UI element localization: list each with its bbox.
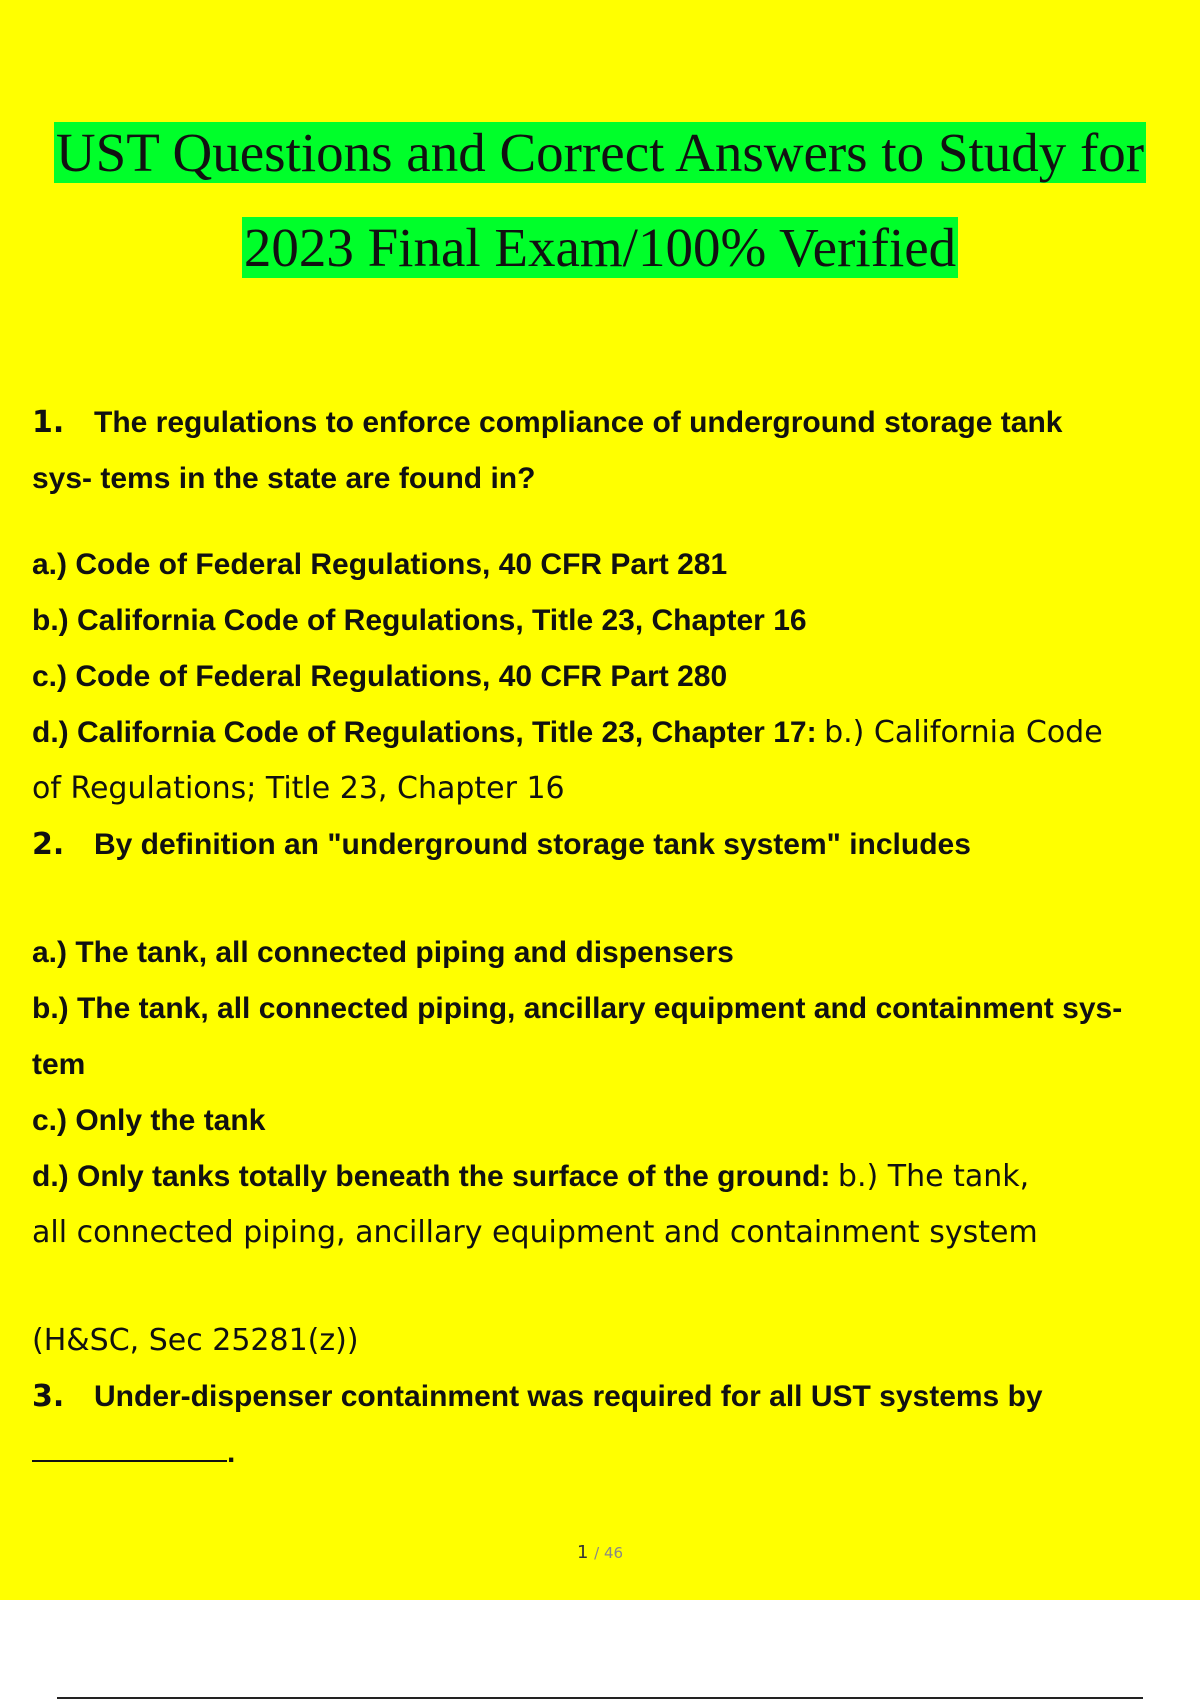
option-d (32, 705, 1200, 761)
question-text: By definition an "underground storage tank system" includes (94, 828, 971, 861)
page-number (0, 1542, 1200, 1563)
question-1 (32, 395, 1200, 451)
question-number: 1. (32, 405, 65, 440)
option-b-continued: tem (32, 1048, 86, 1081)
question-number: 2. (32, 827, 65, 862)
option-c: c.) Code of Federal Regulations, 40 CFR Part 280 (32, 660, 728, 693)
questions-list (32, 395, 1200, 1481)
question-text-continued: sys- tems in the state are found in? (32, 462, 536, 495)
page-current: 1 (576, 1542, 589, 1563)
option-d (32, 1149, 1200, 1205)
answer-text: b.) The tank, (837, 1159, 1030, 1194)
answer-text-continued: all connected piping, ancillary equipment and containment system (32, 1215, 1038, 1250)
option-a: a.) The tank, all connected piping and dispensers (32, 936, 734, 969)
page-total: / 46 (594, 1544, 624, 1562)
option-b: b.) The tank, all connected piping, ancillary equipment and containment sys- (32, 992, 1123, 1025)
title-line-1: UST Questions and Correct Answers to Study for (55, 122, 1145, 183)
question-number: 3. (32, 1379, 65, 1414)
answer-text: b.) California Code (824, 715, 1103, 750)
option-a: a.) Code of Federal Regulations, 40 CFR Part 281 (32, 548, 728, 581)
answer-text-continued: of Regulations; Title 23, Chapter 16 (32, 771, 565, 806)
option-d-text: d.) California Code of Regulations, Title 23, Chapter 17: (32, 716, 817, 749)
blank-suffix: . (227, 1436, 236, 1469)
option-d-text: d.) Only tanks totally beneath the surface of the ground: (32, 1160, 831, 1193)
page-divider (57, 1697, 1143, 1699)
option-b: b.) California Code of Regulations, Title 23, Chapter 16 (32, 604, 807, 637)
question-text: Under-dispenser containment was required for all UST systems by (94, 1380, 1043, 1413)
answer-blank (32, 1438, 227, 1462)
document-title (0, 105, 1200, 295)
question-text: The regulations to enforce compliance of underground storage tank (94, 406, 1063, 439)
answer-reference: (H&SC, Sec 25281(z)) (32, 1323, 359, 1358)
question-2 (32, 817, 1200, 873)
answer-blank-row (32, 1425, 1200, 1481)
question-3 (32, 1369, 1200, 1425)
title-line-2: 2023 Final Exam/100% Verified (243, 217, 957, 278)
option-c: c.) Only the tank (32, 1104, 266, 1137)
